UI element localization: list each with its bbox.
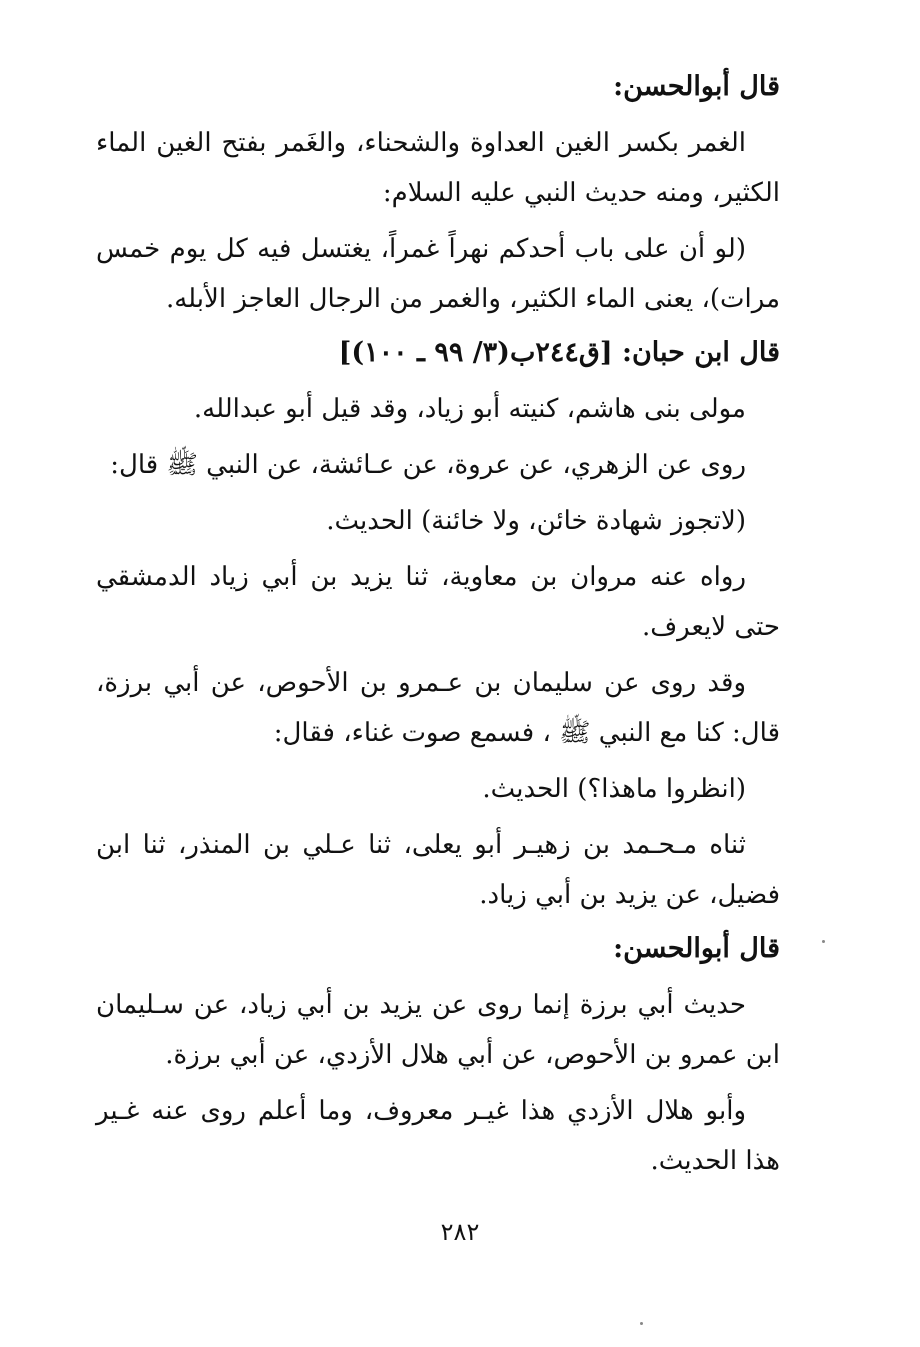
- scan-speck: [640, 1322, 643, 1325]
- hadith-quote: (انظروا ماهذا؟) الحديث.: [482, 774, 746, 804]
- hadith-quote: (لاتجوز شهادة خائن، ولا خائنة) الحديث.: [326, 506, 746, 536]
- paragraph: رواه عنه مروان بن معاوية، ثنا يزيد بن أبي زياد الدمشقي حتى لايعرف.: [96, 562, 780, 642]
- scan-speck: [822, 940, 825, 943]
- section-heading: قال أبوالحسن:: [613, 933, 780, 964]
- section-heading: قال ابن حبان: [ق٢٤٤ب(٣/ ٩٩ ـ ١٠٠)]: [338, 337, 780, 368]
- paragraph: وأبو هلال الأزدي هذا غيـر معروف، وما أعلم روى عنه غـير هذا الحديث.: [96, 1096, 780, 1176]
- paragraph: الغمر بكسر الغين العداوة والشحناء، والغَمر بفتح الغين الماء الكثير، ومنه حديث النبي عليه السلام:: [96, 128, 780, 208]
- paragraph: وقد روى عن سليمان بن عـمرو بن الأحوص، عن أبي برزة، قال: كنا مع النبي ﷺ ، فسمع صوت غناء، فقال:: [96, 668, 780, 748]
- hadith-quote: (لو أن على باب أحدكم نهراً غمراً، يغتسل فيه كل يوم خمس مرات)، يعنى الماء الكثير، والغمر من الرجال العاجز الأبله.: [96, 234, 780, 314]
- page-number: ٢٨٢: [440, 1218, 480, 1246]
- paragraph: مولى بنى هاشم، كنيته أبو زياد، وقد قيل أبو عبدالله.: [193, 394, 746, 424]
- paragraph: ثناه مـحـمد بن زهيـر أبو يعلى، ثنا عـلي بن المنذر، ثنا ابن فضيل، عن يزيد بن أبي زياد.: [96, 830, 780, 910]
- paragraph: روى عن الزهري، عن عروة، عن عـائشة، عن النبي ﷺ قال:: [110, 450, 746, 480]
- paragraph: حديث أبي برزة إنما روى عن يزيد بن أبي زياد، عن سـليمان ابن عمرو بن الأحوص، عن أبي هلال الأزدي، عن أبي برزة.: [96, 990, 780, 1070]
- section-heading: قال أبوالحسن:: [613, 71, 780, 102]
